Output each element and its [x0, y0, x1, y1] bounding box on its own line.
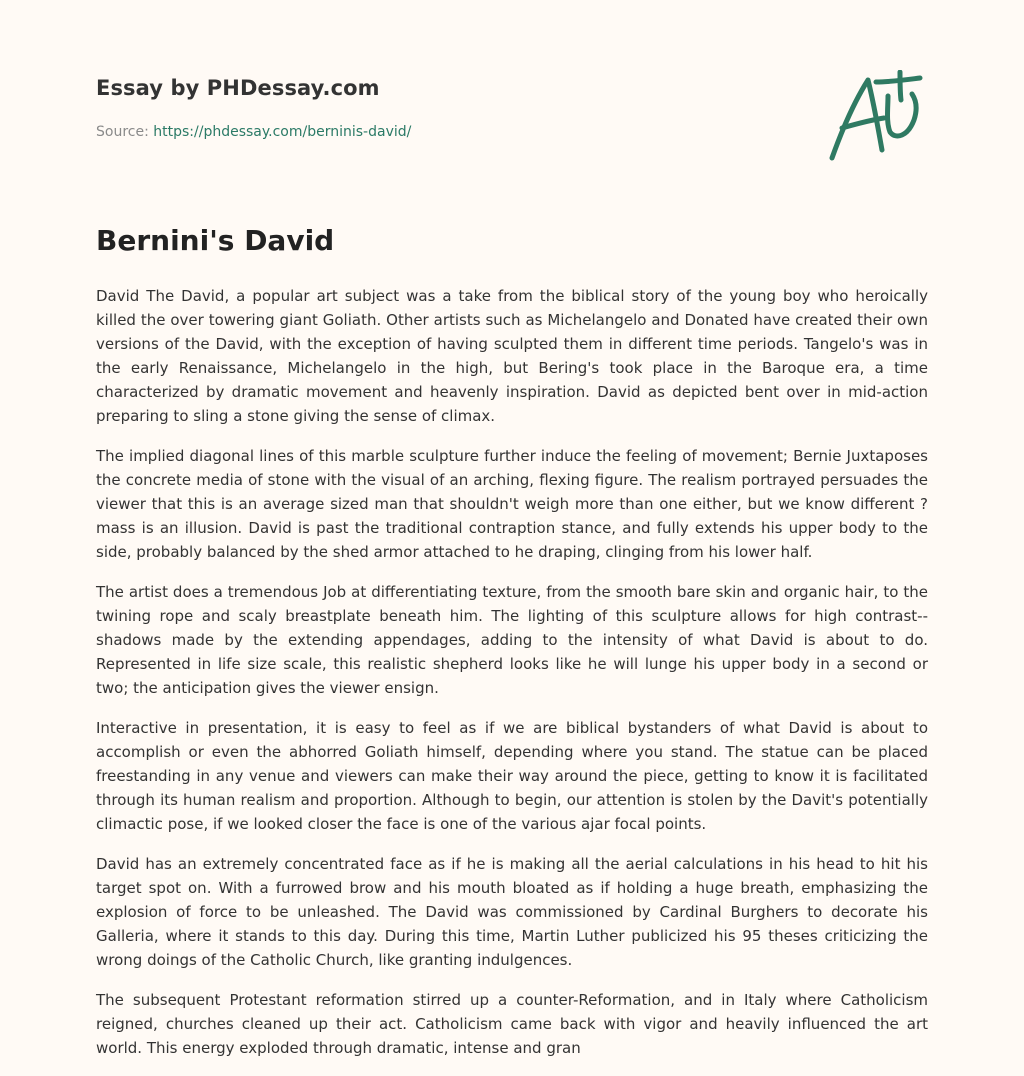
essay-title: Bernini's David [96, 224, 335, 257]
essay-body [96, 284, 928, 1076]
a-plus-logo-icon [824, 70, 928, 166]
paragraph: David has an extremely concentrated face as if he is making all the aerial calculations in his head to hit his target spot on. With a furrowed brow and his mouth bloated as if holding a huge breath, emphasizing the explosion of force to be unleashed. The David was commissioned by Cardinal Burghers to decorate his Galleria, where it stands to this day. During this time, Martin Luther publicized his 95 theses criticizing the wrong doings of the Catholic Church, like granting indulgences. [96, 855, 928, 969]
paragraph: Interactive in presentation, it is easy to feel as if we are biblical bystanders of what David is about to accomplish or even the abhorred Goliath himself, depending where you stand. The statue can be placed freestanding in any venue and viewers can make their way around the piece, getting to know it is facilitated through its human realism and proportion. Although to begin, our attention is stolen by the Davit's potentially climactic pose, if we looked closer the face is one of the various ajar focal points. [96, 719, 928, 833]
brand-title: Essay by PHDessay.com [96, 76, 380, 100]
page-header [96, 70, 928, 170]
source-label: Source: [96, 124, 154, 140]
paragraph: The implied diagonal lines of this marble sculpture further induce the feeling of movement; Bernie Juxtaposes the concrete media of stone with the visual of an arching, flexing figure. The realism portrayed persuades the viewer that this is an average sized man that shouldn't weigh more than one either, but we know different ?mass is an illusion. David is past the traditional contraption stance, and fully extends his upper body to the side, probably balanced by the shed armor attached to he draping, clinging from his lower half. [96, 447, 928, 561]
source-line [96, 124, 411, 140]
paragraph: The artist does a tremendous Job at differentiating texture, from the smooth bare skin and organic hair, to the twining rope and scaly breastplate beneath him. The lighting of this sculpture allows for high contrast--shadows made by the extending appendages, adding to the intensity of what David is about to do. Represented in life size scale, this realistic shepherd looks like he will lunge his upper body in a second or two; the anticipation gives the viewer ensign. [96, 583, 928, 697]
source-link[interactable]: https://phdessay.com/berninis-david/ [153, 124, 412, 140]
paragraph: David The David, a popular art subject was a take from the biblical story of the young boy who heroically killed the over towering giant Goliath. Other artists such as Michelangelo and Donated have created their own versions of the David, with the exception of having sculpted them in different time periods. Tangelo's was in the early Renaissance, Michelangelo in the high, but Bering's took place in the Baroque era, a time characterized by dramatic movement and heavenly inspiration. David as depicted bent over in mid-action preparing to sling a stone giving the sense of climax. [96, 287, 928, 425]
paragraph: The subsequent Protestant reformation stirred up a counter-Reformation, and in Italy where Catholicism reigned, churches cleaned up their act. Catholicism came back with vigor and heavily influenced the art world. This energy exploded through dramatic, intense and gran [96, 991, 928, 1057]
